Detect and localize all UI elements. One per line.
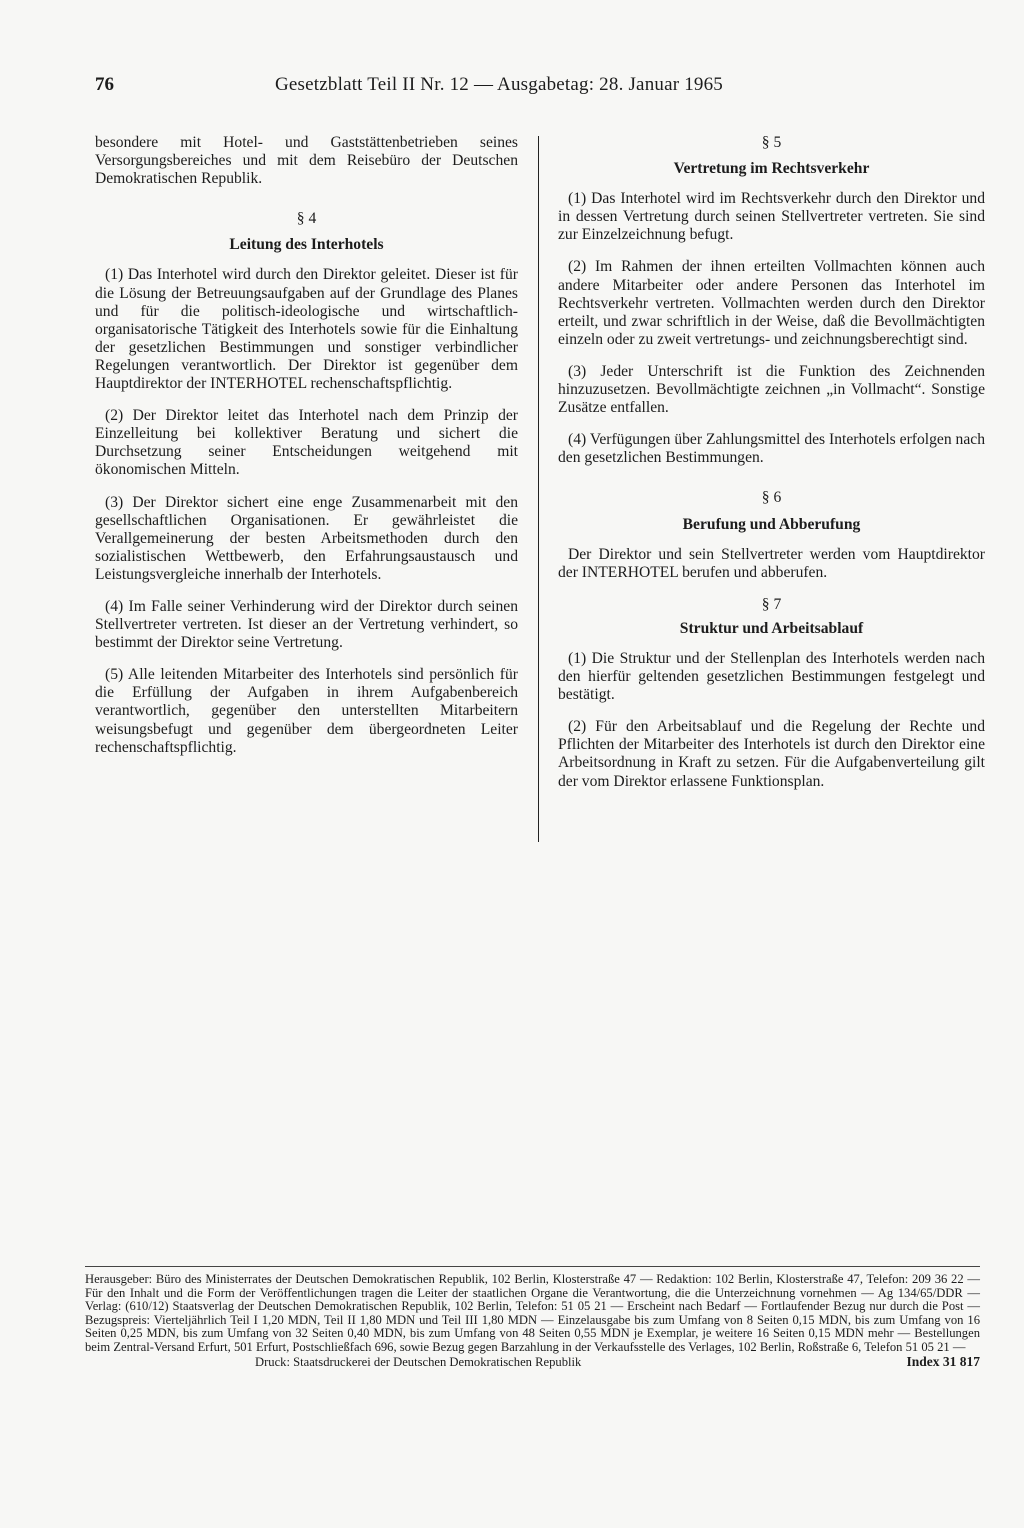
section-7-title: Struktur und Arbeitsablauf: [679, 619, 864, 637]
section-4-paragraph-4: (4) Im Falle seiner Verhinderung wird der Direktor durch seinen Stellvertreter vertreten. Ist dieser an der Vertretung verhindert, so bestimmt der Direktor seine Vertretung.: [95, 597, 518, 652]
section-5-sign: § 5: [761, 134, 782, 151]
section-4-sign: § 4: [296, 210, 317, 228]
section-4-paragraph-2: (2) Der Direktor leitet das Interhotel nach dem Prinzip der Einzelleitung bei kollektiver Beratung und sichert die Durchsetzung seiner Entscheidungen weitgehend mit ökonomischen Mitteln.: [95, 407, 518, 479]
printer-line: Druck: Staatsdruckerei der Deutschen Demokratischen Republik: [255, 1354, 582, 1369]
imprint-footer: [85, 1266, 980, 1369]
section-5-paragraph-2: (2) Im Rahmen der ihnen erteilten Vollmachten können auch andere Mitarbeiter oder andere Personen das Interhotel im Rechtsverkehr vertreten. Vollmachten werden durch den Direktor erteilt, und zwar schriftlich in der Weise, daß die Bevollmächtigten einzeln oder zu zweit vertretungs- und zeichnungsberechtigt sind.: [558, 258, 985, 348]
section-6-title: Berufung und Abberufung: [682, 515, 861, 533]
page-number: 76: [95, 74, 114, 95]
index-number: Index 31 817: [906, 1353, 980, 1369]
section-4-paragraph-3: (3) Der Direktor sichert eine enge Zusammenarbeit mit den gesellschaftlichen Organisationen. Er gewährleistet die Verallgemeinerung der besten Arbeitsmethoden durch den sozialistischen Wettbewerb, den Erfahrungsaustausch und Leistungsvergleiche innerhalb der Interhotels.: [95, 493, 518, 583]
section-4-paragraph-1: (1) Das Interhotel wird durch den Direktor geleitet. Dieser ist für die Lösung der Betreuungsaufgaben auf der Grundlage des Planes und für die politisch-ideologische und wirtschaftlich-organisatorische Tätigkeit des Interhotels sowie für die Einhaltung der gesetzlichen Bestimmungen und sonstiger verbindlicher Regelungen verantwortlich. Der Direktor ist gegenüber dem Hauptdirektor der INTERHOTEL rechenschaftspflichtig.: [95, 266, 518, 393]
imprint-text: Herausgeber: Büro des Ministerrates der Deutschen Demokratischen Republik, 102 Berlin, Klosterstraße 47 — Redaktion: 102 Berlin, Klosterstraße 47, Telefon: 209 36 22 — Für den Inhalt und die Form der Veröffentlichungen tragen die Leiter der staatlichen Organe die Verantwortung, die die Unterzeichnung vornehmen — Ag 134/65/DDR — Verlag: (610/12) Staatsverlag der Deutschen Demokratischen Republik, 102 Berlin, Telefon: 51 05 21 — Erscheint nach Bedarf — Fortlaufender Bezug nur durch die Post — Bezugspreis: Vierteljährlich Teil I 1,20 MDN, Teil II 1,80 MDN und Teil III 1,80 MDN — Einzelausgabe bis zum Umfang von 8 Seiten 0,15 MDN, bis zum Umfang von 16 Seiten 0,25 MDN, bis zum Umfang von 32 Seiten 0,40 MDN, bis zum Umfang von 48 Seiten 0,55 MDN je Exemplar, je weitere 16 Seiten 0,15 MDN mehr — Bestellungen beim Zentral-Versand Erfurt, 501 Erfurt, Postschließfach 696, sowie Bezug gegen Barzahlung in der Verkaufsstelle des Verlages, 102 Berlin, Roßstraße 6, Telefon 51 05 21 —: [85, 1272, 980, 1354]
section-5-title: Vertretung im Rechtsverkehr: [673, 160, 870, 178]
section-6-paragraph-1: Der Direktor und sein Stellvertreter werden vom Hauptdirektor der INTERHOTEL berufen und abberufen.: [558, 545, 985, 581]
section-6-sign: § 6: [761, 489, 782, 507]
section-5-paragraph-1: (1) Das Interhotel wird im Rechtsverkehr durch den Direktor und in dessen Vertretung durch seinen Stellvertreter vertreten. Sie sind zur Einzelzeichnung befugt.: [558, 190, 985, 244]
page-header: [95, 74, 785, 96]
right-column: [558, 134, 985, 805]
section-5-paragraph-3: (3) Jeder Unterschrift ist die Funktion des Zeichnenden hinzuzusetzen. Bevollmächtigte zeichnen „in Vollmacht“. Sonstige Zusätze entfallen.: [558, 362, 985, 417]
left-column: [95, 134, 518, 771]
column-divider: [538, 136, 539, 842]
intro-paragraph: besondere mit Hotel- und Gaststättenbetrieben seines Versorgungsbereiches und mit dem Reisebüro der Deutschen Demokratischen Republik.: [95, 134, 518, 188]
section-7-paragraph-2: (2) Für den Arbeitsablauf und die Regelung der Rechte und Pflichten der Mitarbeiter des Interhotels ist durch den Direktor eine Arbeitsordnung in Kraft zu setzen. Für die Aufgabenverteilung gilt der vom Direktor erlassene Funktionsplan.: [558, 718, 985, 790]
section-4-title: Leitung des Interhotels: [229, 236, 384, 254]
section-4-paragraph-5: (5) Alle leitenden Mitarbeiter des Interhotels sind persönlich für die Erfüllung der Aufgaben in ihrem Aufgabenbereich verantwortlich, gegenüber den unterstellten Mitarbeitern weisungsbefugt und gegenüber dem übergeordneten Leiter rechenschaftspflichtig.: [95, 666, 518, 756]
gazette-title: Gesetzblatt Teil II Nr. 12 — Ausgabetag: 28. Januar 1965: [275, 74, 724, 95]
imprint-last-line: [85, 1355, 980, 1370]
section-5-paragraph-4: (4) Verfügungen über Zahlungsmittel des Interhotels erfolgen nach den gesetzlichen Bestimmungen.: [558, 431, 985, 467]
section-7-paragraph-1: (1) Die Struktur und der Stellenplan des Interhotels werden nach den hierfür geltenden gesetzlichen Bestimmungen festgelegt und bestätigt.: [558, 649, 985, 704]
section-7-sign: § 7: [761, 595, 782, 613]
